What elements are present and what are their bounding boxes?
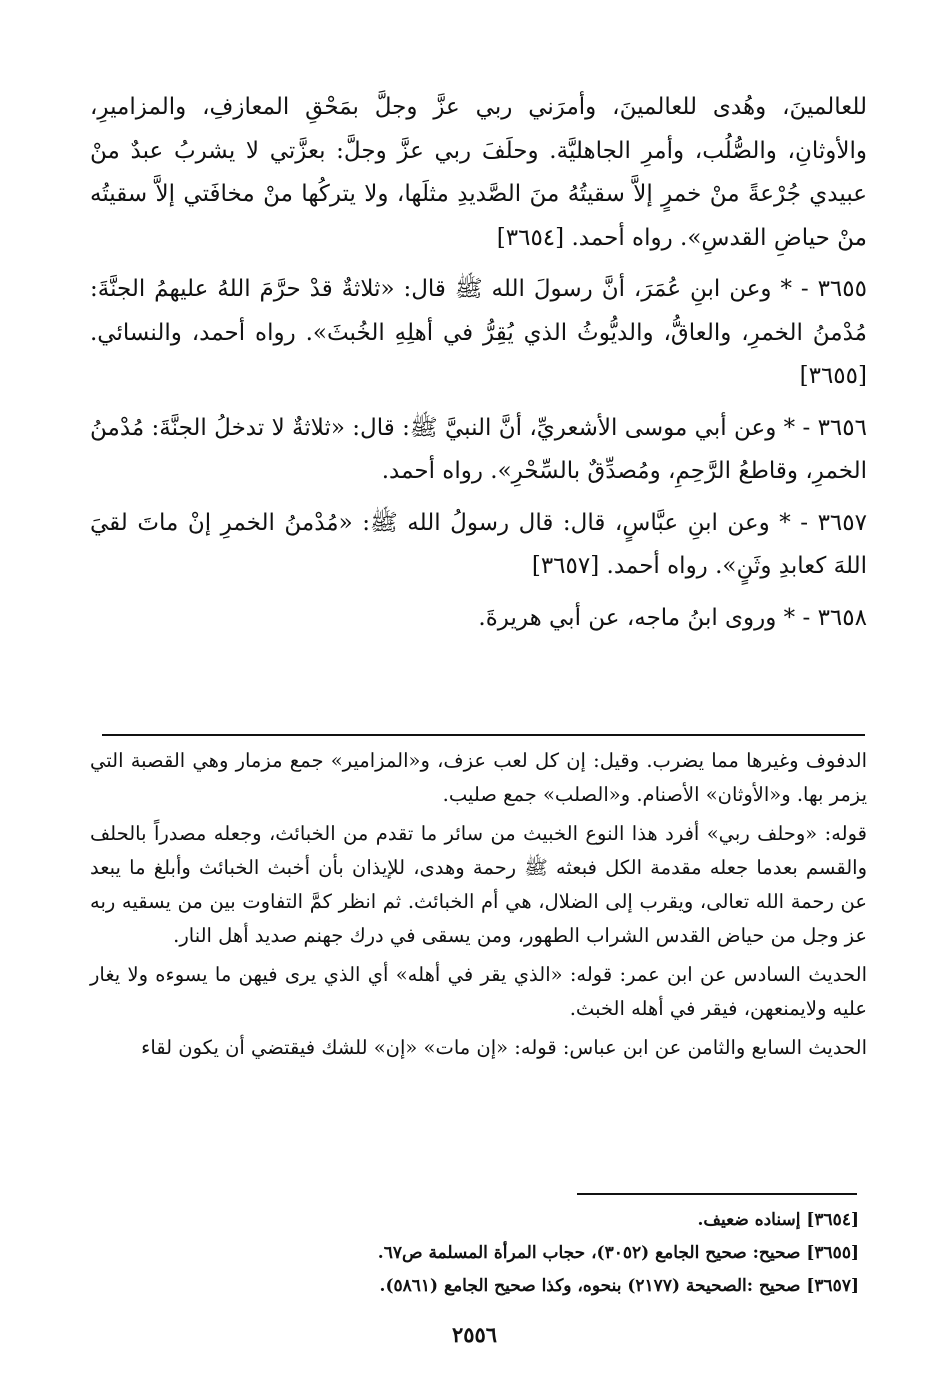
page-number: ٢٥٥٦ — [451, 1322, 498, 1347]
hadith-text — [90, 86, 867, 640]
commentary-paragraph: الحديث السابع والثامن عن ابن عباس: قوله: «إن مات» «إن» للشك فيقتضي أن يكون لقاء — [141, 1036, 867, 1059]
commentary-paragraph: الدفوف وغيرها مما يضرب. وقيل: إن كل لعب عزف، و«المزامير» جمع مزمار وهي القصبة التي يزمر بها. و«الأوثان» الأصنام. و«الصلب» جمع صليب. — [90, 749, 867, 806]
commentary-section — [90, 744, 867, 1065]
hadith-paragraph-3657: ٣٦٥٧ - * وعن ابنِ عبَّاسٍ، قال: قال رسولُ الله ﷺ: «مُدْمنُ الخمرِ إنْ ماتَ لقيَ اللهَ كعابدِ وثَنٍ». رواه أحمد. [٣٦٥٧] — [90, 509, 867, 579]
footnote-3654: [٣٦٥٤] إسناده ضعيف. — [697, 1210, 859, 1230]
hadith-paragraph-3654: للعالمينَ، وهُدى للعالمينَ، وأمرَني ربي عزَّ وجلَّ بمَحْقِ المعازفِ، والمزاميرِ، والأوثانِ، والصُّلُب، وأمرِ الجاهليَّة. وحلَفَ ربي عزَّ وجلَّ: بعزَّتي لا يشربُ عبدٌ منْ عبيدي جُرْعةً منْ خمرٍ إلاَّ سقيتُهُ منَ الصَّديدِ مثلَها، ولا يتركُها منْ مخافَتي إلاَّ سقيتُه منْ حياضِ القدسِ». رواه أحمد. [٣٦٥٤] — [90, 94, 867, 251]
commentary-divider — [102, 734, 865, 736]
footnotes — [120, 1204, 859, 1303]
hadith-paragraph-3656: ٣٦٥٦ - * وعن أبي موسى الأشعريِّ، أنَّ النبيَّ ﷺ: قال: «ثلاثةٌ لا تدخلُ الجنَّةَ: مُدْمنُ الخمرِ، وقاطعُ الرَّحِمِ، ومُصدِّقٌ بالسِّحْرِ». رواه أحمد. — [90, 414, 867, 484]
commentary-paragraph: قوله: «وحلف ربي» أفرد هذا النوع الخبيث من سائر ما تقدم من الخبائث، وجعله مصدراً بالحلف والقسم بعدما جعله مقدمة الكل فبعثه ﷺ رحمة وهدى، للإيذان بأن أخبث الخبائث وأبلغ ما يبعد عن رحمة الله تعالى، ويقرب إلى الضلال، هي أم الخبائث. ثم انظر كمَّ التفاوت بين من يسقيه ربه عز وجل من حياض القدس الشراب الطهور، ومن يسقى في درك جهنم صديد أهل النار. — [90, 822, 867, 947]
footnote-3655: [٣٦٥٥] صحيح: صحيح الجامع (٣٠٥٢)، حجاب المرأة المسلمة ص٦٧. — [377, 1243, 859, 1263]
footnote-divider — [577, 1193, 857, 1195]
hadith-paragraph-3655: ٣٦٥٥ - * وعن ابنِ عُمَرَ، أنَّ رسولَ الله ﷺ قال: «ثلاثةٌ قدْ حرَّمَ اللهُ عليهمُ الجنَّةَ: مُدْمنُ الخمرِ، والعاقُّ، والديُّوثُ الذي يُقِرُّ في أهلِهِ الخُبثَ». رواه أحمد، والنسائي. [٣٦٥٥] — [90, 276, 867, 389]
footnote-3657: [٣٦٥٧] صحيح :الصحيحة (٢١٧٧) بنحوه، وكذا صحيح الجامع (٥٨٦١). — [379, 1276, 859, 1296]
hadith-paragraph-3658: ٣٦٥٨ - * وروى ابنُ ماجه، عن أبي هريرةَ. — [478, 604, 867, 631]
commentary-paragraph: الحديث السادس عن ابن عمر: قوله: «الذي يقر في أهله» أي الذي يرى فيهن ما يسوءه ولا يغار عليه ولايمنعهن، فيقر في أهله الخبث. — [90, 963, 867, 1020]
